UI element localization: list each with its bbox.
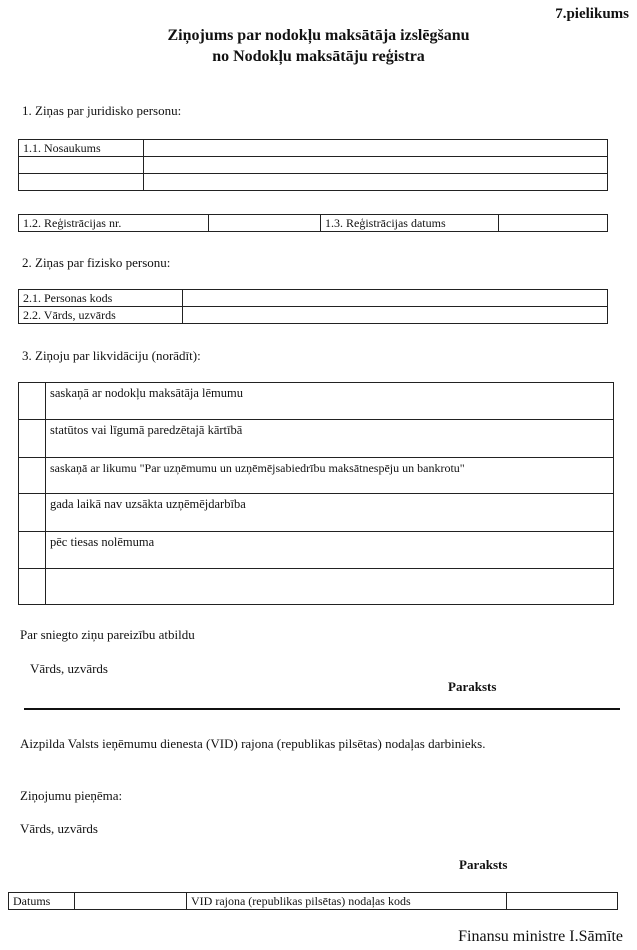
- name-label-blank-2: [19, 174, 144, 191]
- natural-person-table: [18, 289, 608, 324]
- option-label: pēc tiesas nolēmuma: [46, 532, 614, 569]
- signature-label-1: Paraksts: [448, 679, 497, 694]
- option-label: gada laikā nav uzsākta uzņēmējdarbība: [46, 494, 614, 532]
- responsibility-statement: Par sniegto ziņu pareizību atbildu: [20, 627, 195, 642]
- date-label: Datums: [9, 893, 75, 910]
- footer-table: [8, 892, 618, 910]
- option-label: statūtos vai līgumā paredzētajā kārtībā: [46, 420, 614, 458]
- reg-no-label: 1.2. Reģistrācijas nr.: [19, 215, 209, 232]
- option-checkbox[interactable]: [19, 420, 46, 458]
- personal-code-field[interactable]: [183, 290, 608, 307]
- legal-entity-name-table: [18, 139, 608, 191]
- section-2-heading: 2. Ziņas par fizisko personu:: [22, 255, 171, 270]
- person-name-field[interactable]: [183, 307, 608, 324]
- date-field[interactable]: [75, 893, 187, 910]
- reg-date-field[interactable]: [499, 215, 608, 232]
- reg-no-field[interactable]: [209, 215, 321, 232]
- option-checkbox[interactable]: [19, 383, 46, 420]
- option-label: saskaņā ar nodokļu maksātāja lēmumu: [46, 383, 614, 420]
- name-label-blank-1: [19, 157, 144, 174]
- personal-code-label: 2.1. Personas kods: [19, 290, 183, 307]
- minister-signature-line: Finansu ministre I.Sāmīte: [458, 928, 623, 945]
- option-checkbox[interactable]: [19, 532, 46, 569]
- name-field-2[interactable]: [144, 157, 608, 174]
- option-checkbox[interactable]: [19, 494, 46, 532]
- separator-rule: [24, 708, 620, 710]
- name-field-1[interactable]: [144, 140, 608, 157]
- received-by-label: Ziņojumu pieņēma:: [20, 788, 123, 803]
- name-label: 1.1. Nosaukums: [19, 140, 144, 157]
- appendix-label: 7.pielikums: [555, 6, 629, 22]
- office-code-field[interactable]: [507, 893, 618, 910]
- name-surname-label-2: Vārds, uzvārds: [20, 821, 98, 836]
- reg-date-label: 1.3. Reģistrācijas datums: [321, 215, 499, 232]
- document-title-line-1: Ziņojums par nodokļu maksātāja izslēgšanu: [167, 27, 470, 44]
- person-name-label: 2.2. Vārds, uzvārds: [19, 307, 183, 324]
- option-checkbox[interactable]: [19, 458, 46, 494]
- section-1-heading: 1. Ziņas par juridisko personu:: [22, 103, 182, 118]
- signature-label-2: Paraksts: [459, 857, 508, 872]
- option-checkbox[interactable]: [19, 569, 46, 605]
- filled-by-note: Aizpilda Valsts ieņēmumu dienesta (VID) rajona (republikas pilsētas) nodaļas darbinieks.: [20, 736, 486, 751]
- name-surname-label-1: Vārds, uzvārds: [30, 661, 108, 676]
- document-title-line-2: no Nodokļu maksātāju reģistra: [212, 48, 425, 65]
- office-code-label: VID rajona (republikas pilsētas) nodaļas kods: [187, 893, 507, 910]
- option-label: saskaņā ar likumu "Par uzņēmumu un uzņēmējsabiedrību maksātnespēju un bankrotu": [46, 458, 614, 494]
- liquidation-options-table: [18, 382, 614, 605]
- name-field-3[interactable]: [144, 174, 608, 191]
- option-label: [46, 569, 614, 605]
- registration-table: [18, 214, 608, 232]
- section-3-heading: 3. Ziņoju par likvidāciju (norādīt):: [22, 348, 201, 363]
